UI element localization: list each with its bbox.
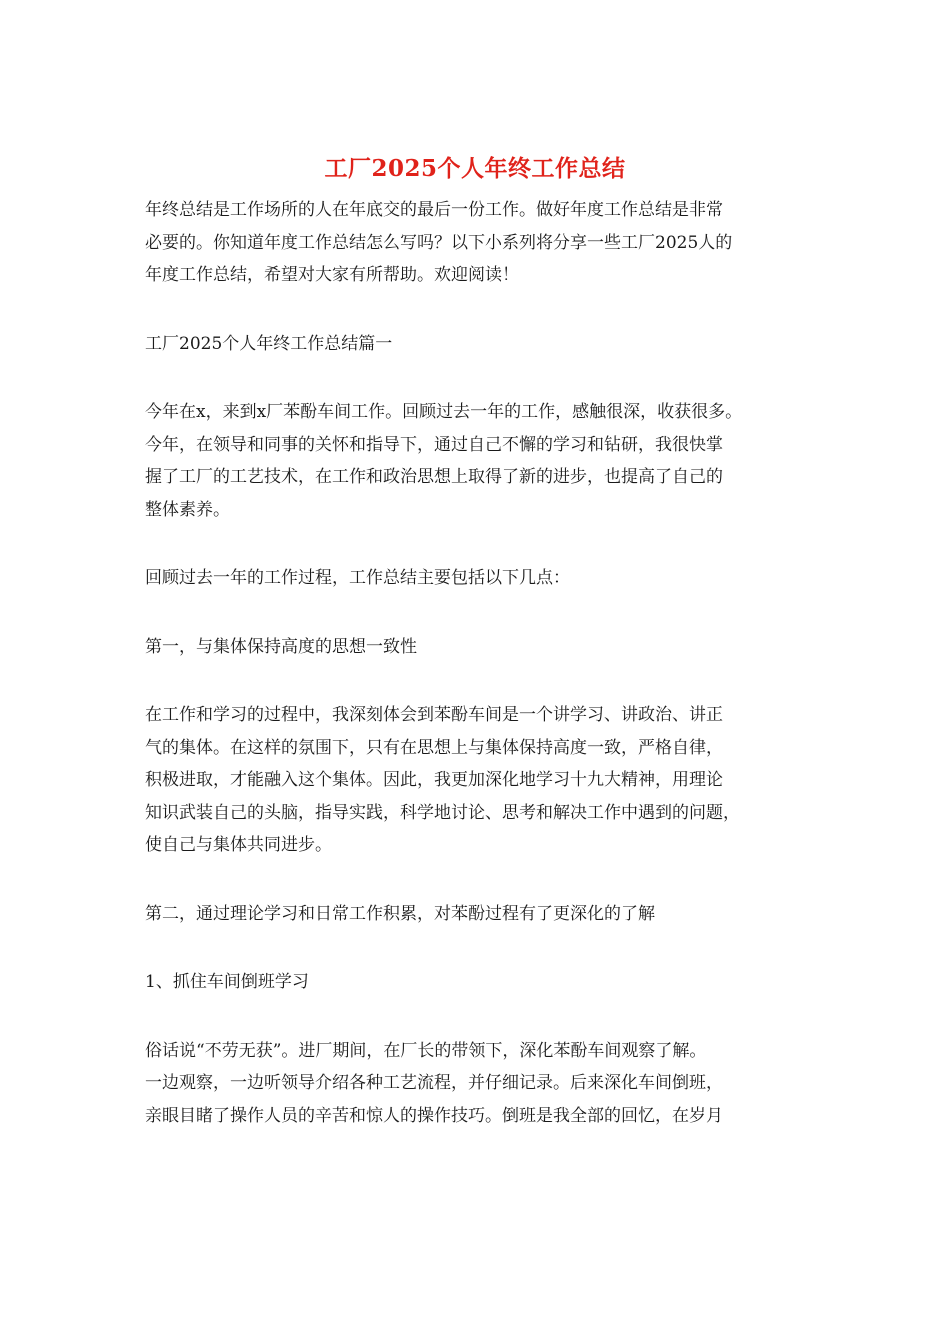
text-line: 握了工厂的工艺技术，在工作和政治思想上取得了新的进步，也提高了自己的 bbox=[145, 467, 723, 487]
text-line: 年度工作总结，希望对大家有所帮助。欢迎阅读！ bbox=[145, 265, 519, 285]
text-line: 1、抓住车间倒班学习 bbox=[145, 972, 309, 992]
sub-heading-shift-study bbox=[145, 966, 830, 999]
text-line: 知识武装自己的头脑，指导实践，科学地讨论、思考和解决工作中遇到的问题， bbox=[145, 802, 740, 823]
text-line: 必要的。你知道年度工作总结怎么写吗？以下小系列将分享一些工厂2025人的 bbox=[145, 232, 733, 253]
point-heading-second bbox=[145, 898, 830, 931]
section-heading-part-one bbox=[145, 328, 830, 361]
paragraph-shift-study bbox=[145, 1035, 830, 1133]
text-line: 积极进取，才能融入这个集体。因此，我更加深化地学习十九大精神，用理论 bbox=[145, 770, 723, 790]
text-line: 年终总结是工作场所的人在年底交的最后一份工作。做好年度工作总结是非常 bbox=[145, 200, 723, 220]
text-line: 今年在x，来到x厂苯酚车间工作。回顾过去一年的工作，感触很深，收获很多。 bbox=[145, 402, 743, 422]
paragraph-summary-intro bbox=[145, 562, 830, 595]
text-line: 使自己与集体共同进步。 bbox=[145, 835, 332, 855]
text-line: 在工作和学习的过程中，我深刻体会到苯酚车间是一个讲学习、讲政治、讲正 bbox=[145, 705, 723, 725]
document-title: 工厂2025个人年终工作总结 bbox=[324, 155, 626, 182]
text-line: 第二，通过理论学习和日常工作积累，对苯酚过程有了更深化的了解 bbox=[145, 903, 655, 924]
text-line: 一边观察，一边听领导介绍各种工艺流程，并仔细记录。后来深化车间倒班， bbox=[145, 1073, 723, 1093]
text-line: 整体素养。 bbox=[145, 499, 230, 520]
paragraph-review bbox=[145, 396, 830, 526]
text-line: 第一，与集体保持高度的思想一致性 bbox=[145, 636, 417, 657]
point-heading-first bbox=[145, 631, 830, 664]
text-line: 回顾过去一年的工作过程，工作总结主要包括以下几点： bbox=[145, 568, 570, 588]
text-line: 亲眼目睹了操作人员的辛苦和惊人的操作技巧。倒班是我全部的回忆，在岁月 bbox=[145, 1105, 723, 1126]
text-line: 工厂2025个人年终工作总结篇一 bbox=[145, 333, 393, 354]
text-line: 今年，在领导和同事的关怀和指导下，通过自己不懈的学习和钻研，我很快掌 bbox=[145, 434, 723, 455]
text-line: 气的集体。在这样的氛围下，只有在思想上与集体保持高度一致，严格自律， bbox=[145, 737, 723, 758]
paragraph-intro bbox=[145, 194, 830, 292]
paragraph-collective bbox=[145, 699, 830, 862]
text-line: 俗话说“不劳无获”。进厂期间，在厂长的带领下，深化苯酚车间观察了解。 bbox=[145, 1040, 707, 1061]
